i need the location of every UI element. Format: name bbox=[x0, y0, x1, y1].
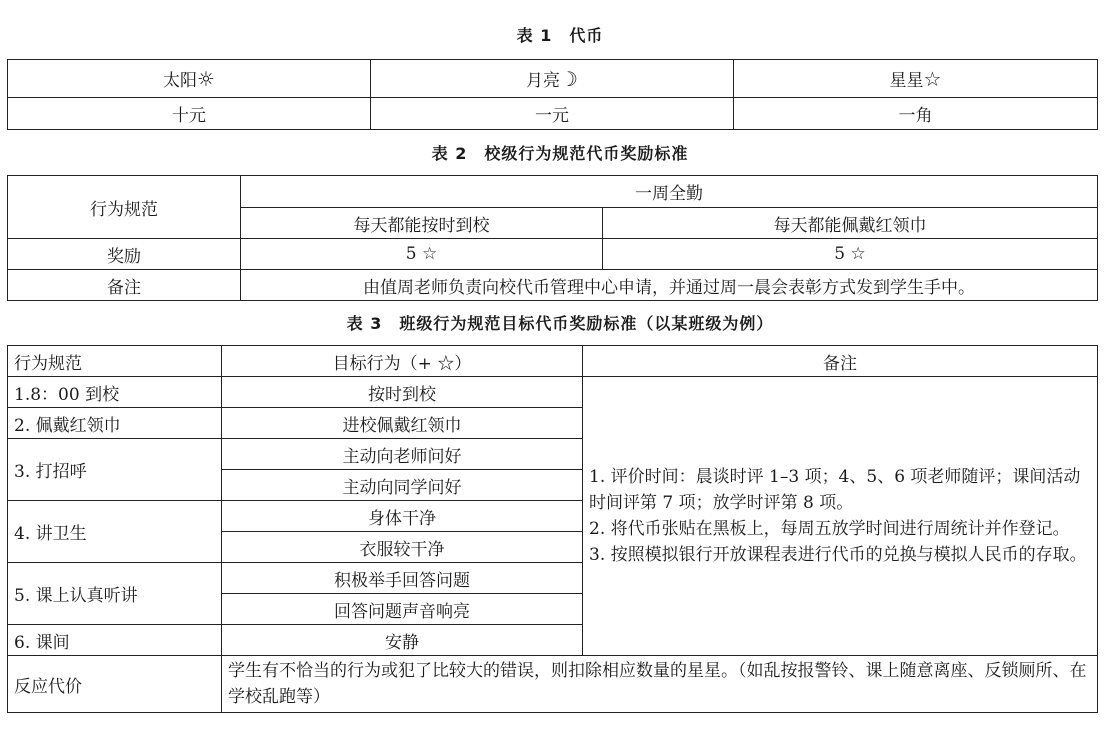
norm-header: 行为规范 bbox=[8, 176, 241, 239]
norm-col-header: 行为规范 bbox=[8, 346, 222, 377]
table-row-norm: 4. 讲卫生 bbox=[8, 501, 222, 563]
table-row-norm: 2. 佩戴红领巾 bbox=[8, 408, 222, 439]
note-item: 1. 评价时间：晨谈时评 1–3 项；4、5、6 项老师随评；课间活动时间评第 7 项；放学时评第 8 项。 bbox=[589, 467, 1081, 513]
target-col-header: 目标行为（+ ☆） bbox=[222, 346, 583, 377]
note-item: 3. 按照模拟银行开放课程表进行代币的兑换与模拟人民币的存取。 bbox=[589, 545, 1087, 565]
table-row-behavior: 主动向同学问好 bbox=[222, 470, 583, 501]
moon-header bbox=[371, 60, 734, 98]
star-value: 一角 bbox=[734, 98, 1098, 130]
table-row-behavior: 按时到校 bbox=[222, 377, 583, 408]
table-row-behavior: 回答问题声音响亮 bbox=[222, 594, 583, 625]
notes-col-header: 备注 bbox=[583, 346, 1098, 377]
sun-label: 太阳 bbox=[163, 71, 198, 91]
school-reward-table bbox=[7, 175, 1098, 301]
sun-icon: ☼ bbox=[197, 67, 215, 91]
on-time-header: 每天都能按时到校 bbox=[241, 208, 603, 239]
note-text: 由值周老师负责向校代币管理中心申请，并通过周一晨会表彰方式发到学生手中。 bbox=[241, 270, 1098, 301]
table-row-behavior: 安静 bbox=[222, 625, 583, 656]
table3-caption: 表 3 班级行为规范目标代币奖励标准（以某班级为例） bbox=[346, 314, 774, 333]
sun-value: 十元 bbox=[8, 98, 371, 130]
star-header bbox=[734, 60, 1098, 98]
table-row-behavior: 主动向老师问好 bbox=[222, 439, 583, 470]
note-item: 2. 将代币张贴在黑板上，每周五放学时间进行周统计并作登记。 bbox=[589, 519, 1070, 539]
reward-label: 奖励 bbox=[8, 239, 241, 270]
moon-value: 一元 bbox=[371, 98, 734, 130]
class-reward-table bbox=[7, 345, 1098, 713]
response-cost-text: 学生有不恰当的行为或犯了比较大的错误，则扣除相应数量的星星。（如乱按报警铃、课上随意离座、反锁厕所、在学校乱跑等） bbox=[222, 656, 1098, 713]
table-row-behavior: 积极举手回答问题 bbox=[222, 563, 583, 594]
sun-header bbox=[8, 60, 371, 98]
table-row-norm: 1.8：00 到校 bbox=[8, 377, 222, 408]
table-row-behavior: 身体干净 bbox=[222, 501, 583, 532]
currency-table bbox=[7, 59, 1098, 130]
table-row-norm: 3. 打招呼 bbox=[8, 439, 222, 501]
note-label: 备注 bbox=[8, 270, 241, 301]
table1-caption: 表 1 代币 bbox=[516, 26, 604, 45]
notes-cell bbox=[583, 377, 1098, 656]
table-row-behavior: 进校佩戴红领巾 bbox=[222, 408, 583, 439]
on-time-reward: 5 ☆ bbox=[241, 239, 603, 270]
red-scarf-header: 每天都能佩戴红领巾 bbox=[603, 208, 1098, 239]
star-label: 星星 bbox=[889, 71, 924, 91]
full-attendance-header: 一周全勤 bbox=[241, 176, 1098, 208]
moon-icon: ☽ bbox=[560, 67, 578, 91]
table-row-norm: 6. 课间 bbox=[8, 625, 222, 656]
star-icon: ☆ bbox=[923, 67, 942, 91]
response-cost-label: 反应代价 bbox=[8, 656, 222, 713]
table-row-norm: 5. 课上认真听讲 bbox=[8, 563, 222, 625]
table-row-behavior: 衣服较干净 bbox=[222, 532, 583, 563]
table2-caption: 表 2 校级行为规范代币奖励标准 bbox=[431, 144, 689, 163]
red-scarf-reward: 5 ☆ bbox=[603, 239, 1098, 270]
moon-label: 月亮 bbox=[526, 71, 561, 91]
